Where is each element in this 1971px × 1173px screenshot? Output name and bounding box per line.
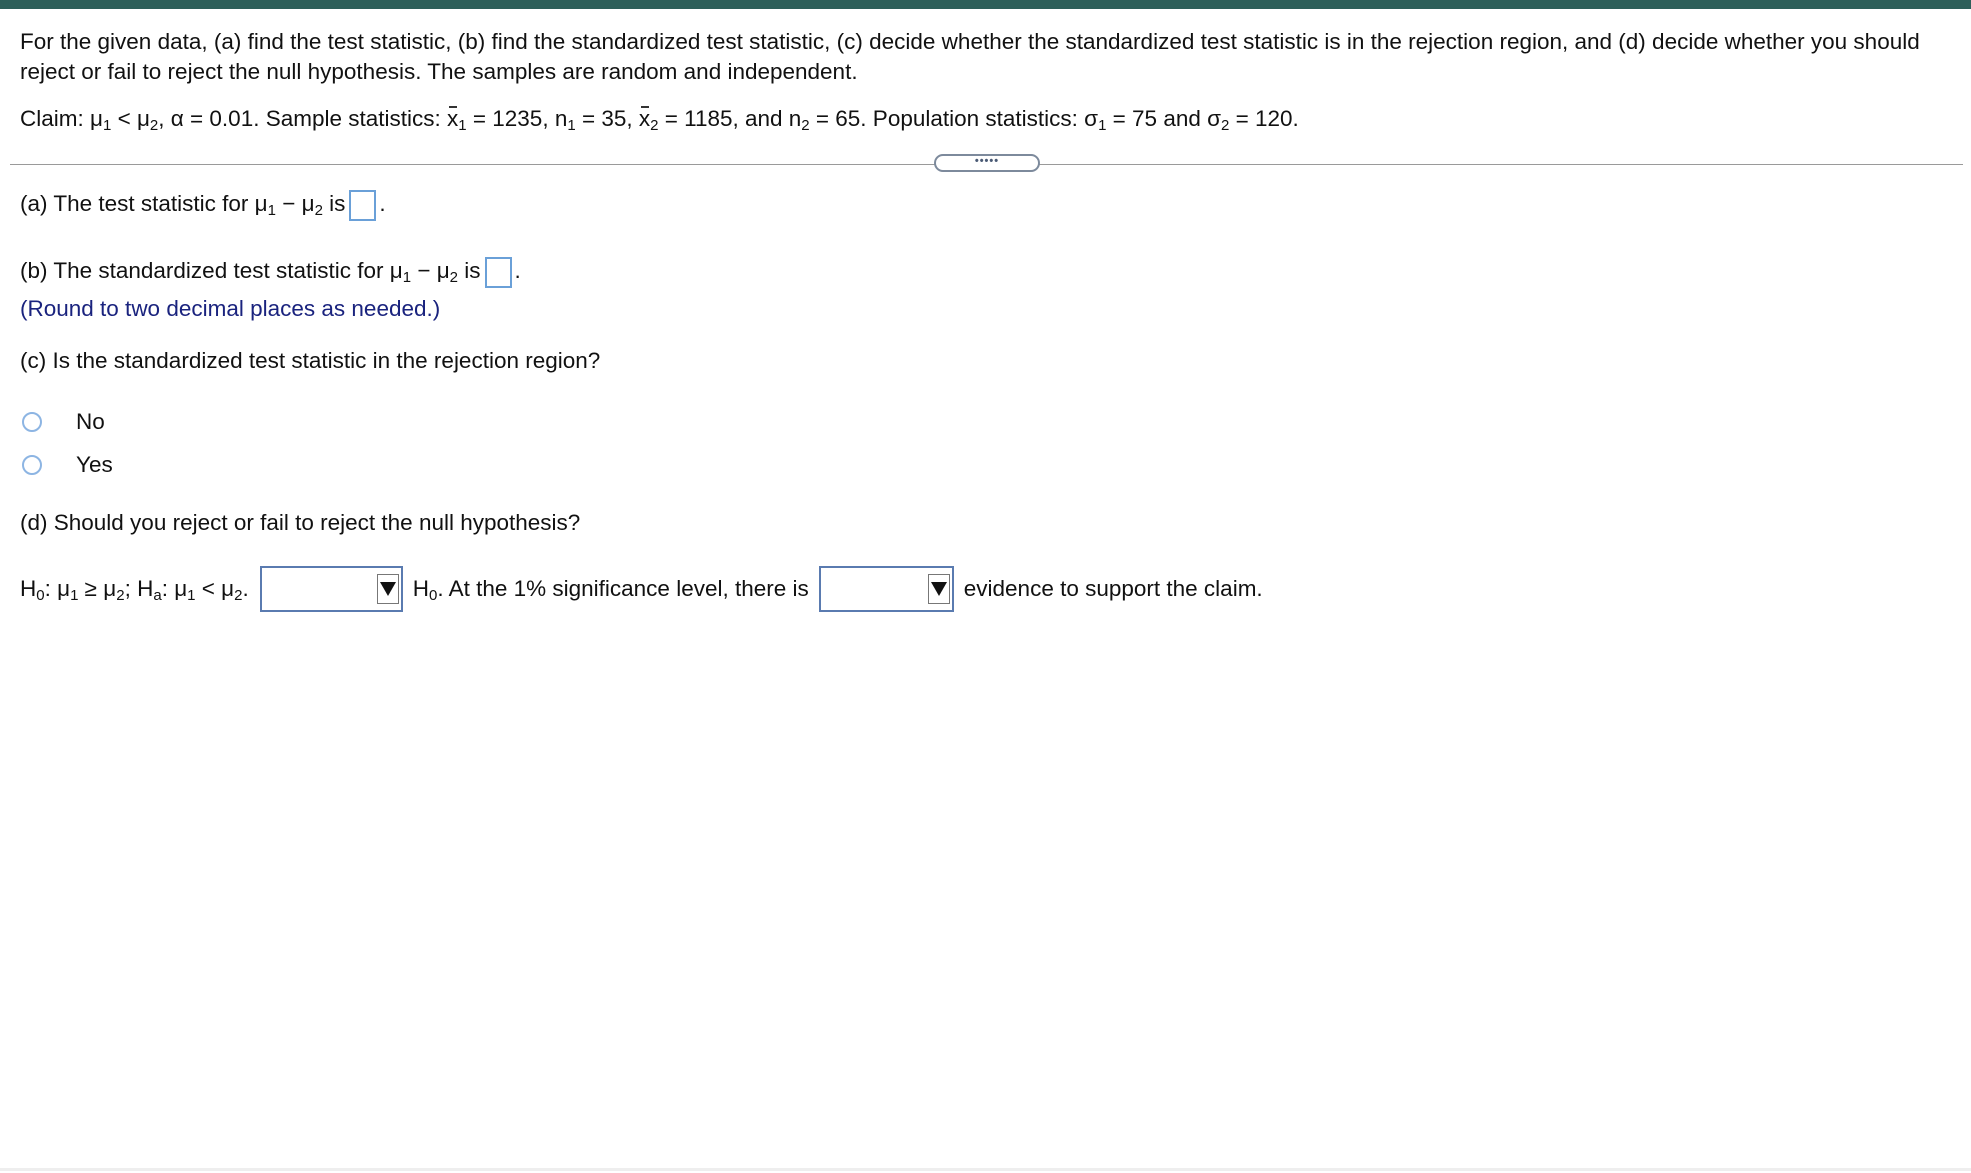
evidence-dropdown[interactable]	[819, 566, 954, 612]
expand-handle[interactable]: •••••	[934, 154, 1040, 172]
reject-decision-dropdown[interactable]	[260, 566, 403, 612]
hypothesis-line: $H_0$: $\mu_1 \ge \mu_2$; $H_a$: $\mu_1 < \mu_2$. $H_0$. At the 1% significance level, there is evidence to support the claim.	[20, 566, 1263, 612]
part-c-question: (c) Is the standardized test statistic in the rejection region?	[20, 348, 601, 373]
option-yes[interactable]	[22, 451, 113, 479]
option-yes-label: Yes	[76, 452, 113, 477]
claim-line: Claim: $\mu_1 < \mu_2$, α = 0.01. Sample statistics: $x_1 = 1235$, $n_1 = 35$, $x_2 = 1185$, and $n_2 = 65$. Population statistics: $\sigma_1 = 75$ and $\sigma_2 = 120$.	[20, 106, 1299, 134]
dropdown-arrow-icon[interactable]	[377, 574, 399, 604]
x-bar-2: x	[639, 104, 650, 134]
x-bar-1: x	[447, 104, 458, 134]
bottom-border	[0, 1168, 1971, 1171]
radio-yes[interactable]	[22, 455, 42, 475]
top-bar	[0, 0, 1971, 9]
option-no-label: No	[76, 409, 105, 434]
problem-intro: For the given data, (a) find the test statistic, (b) find the standardized test statistic, (c) decide whether the standardized test statistic is in the rejection region, and (d) decide whether you should reject or fail to reject the null hypothesis. The samples are random and independent.	[20, 29, 1920, 84]
dropdown-arrow-icon[interactable]	[928, 574, 950, 604]
test-statistic-input[interactable]	[349, 190, 376, 221]
radio-no[interactable]	[22, 412, 42, 432]
rounding-hint: (Round to two decimal places as needed.)	[20, 296, 441, 321]
part-d-question: (d) Should you reject or fail to reject the null hypothesis?	[20, 510, 581, 535]
part-b: (b) The standardized test statistic for $\mu_1 - \mu_2$ is .	[20, 258, 521, 286]
option-no[interactable]	[22, 408, 105, 436]
standardized-statistic-input[interactable]	[485, 257, 512, 288]
part-a: (a) The test statistic for $\mu_1 - \mu_2$ is .	[20, 191, 386, 219]
claim-support-text: evidence to support the claim.	[963, 576, 1263, 601]
